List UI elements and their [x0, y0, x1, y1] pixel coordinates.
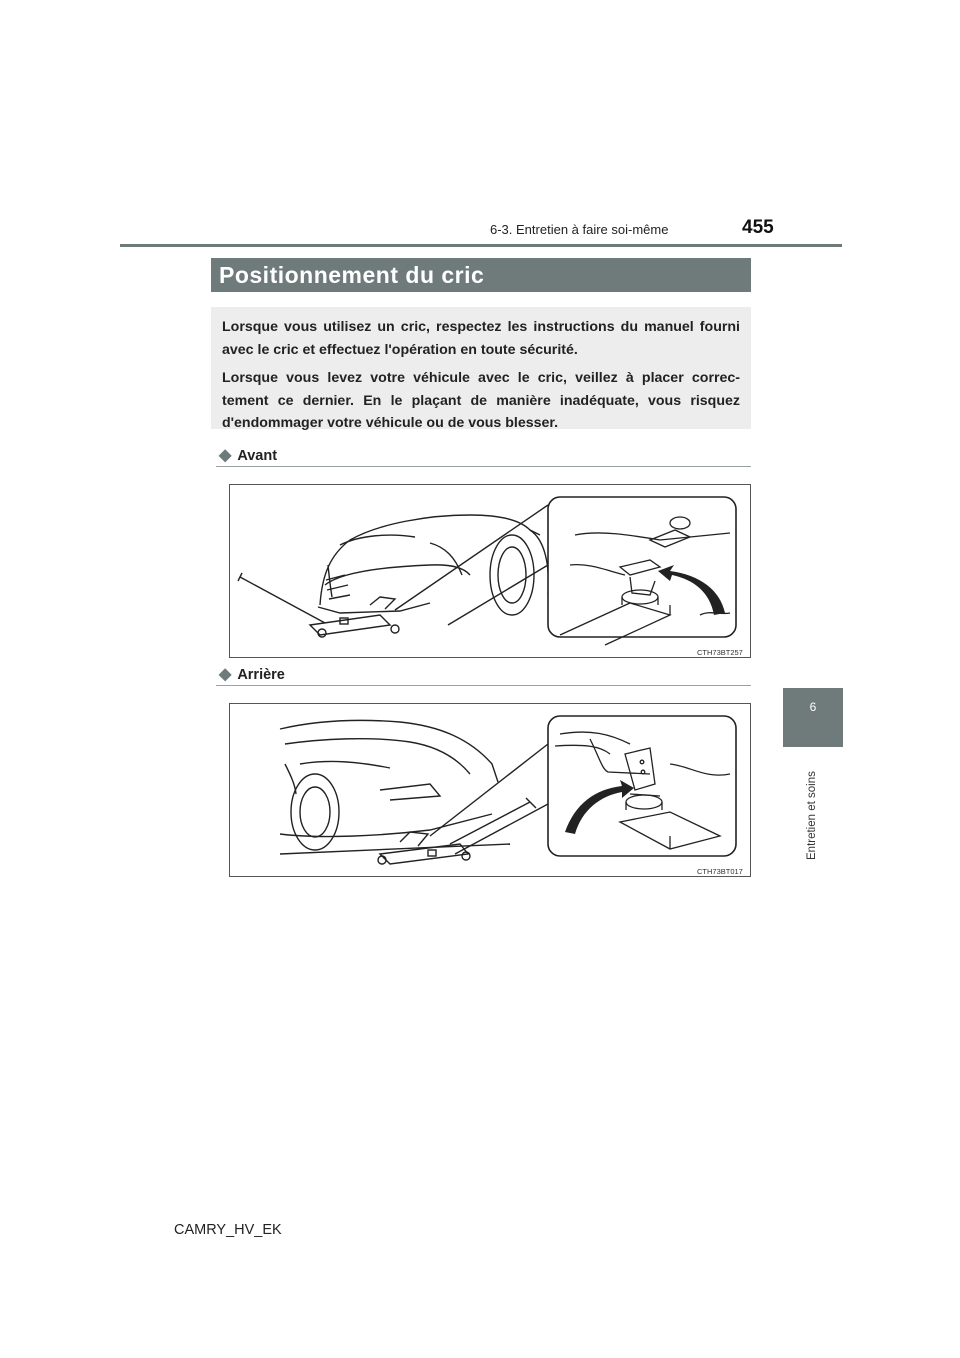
- subheading-rear-label: Arrière: [237, 667, 285, 683]
- chapter-number: 6: [809, 700, 817, 714]
- section-label: 6-3. Entretien à faire soi-même: [490, 222, 669, 237]
- figure-front-jack-point: [229, 484, 751, 658]
- header-rule: [120, 244, 842, 247]
- subheading-rule: [216, 466, 751, 467]
- detail-inset-rear: [548, 716, 736, 856]
- page-number: 455: [742, 217, 774, 238]
- diamond-icon: ◆: [219, 447, 232, 464]
- chapter-label: Entretien et soins: [806, 771, 818, 860]
- figure-code-front: CTH73BT257: [697, 648, 743, 657]
- diamond-icon: ◆: [219, 666, 232, 683]
- page-title: Positionnement du cric: [211, 258, 751, 292]
- figure-code-rear: CTH73BT017: [697, 867, 743, 876]
- subheading-front-label: Avant: [237, 448, 278, 464]
- subheading-rear: [219, 664, 285, 684]
- rear-car-jack-illustration: [230, 704, 750, 876]
- subheading-rule: [216, 685, 751, 686]
- intro-paragraph-2: Lorsque vous levez votre véhicule avec le cric, veillez à placer correc-tement ce dernier. En le plaçant de manière inadéquate, vous risquez d'endommager votre véhicule ou de vous blesser.: [222, 370, 740, 431]
- chapter-tab: [783, 688, 843, 747]
- front-car-jack-illustration: [230, 485, 750, 657]
- subheading-front: [219, 445, 277, 465]
- model-code: CAMRY_HV_EK: [174, 1222, 282, 1238]
- intro-box: [211, 307, 751, 429]
- detail-inset-front: [548, 497, 736, 637]
- intro-paragraph-1: Lorsque vous utilisez un cric, respectez les instructions du manuel fourni avec le cric et effectuez l'opération en toute sécurité.: [222, 319, 740, 358]
- figure-rear-jack-point: [229, 703, 751, 877]
